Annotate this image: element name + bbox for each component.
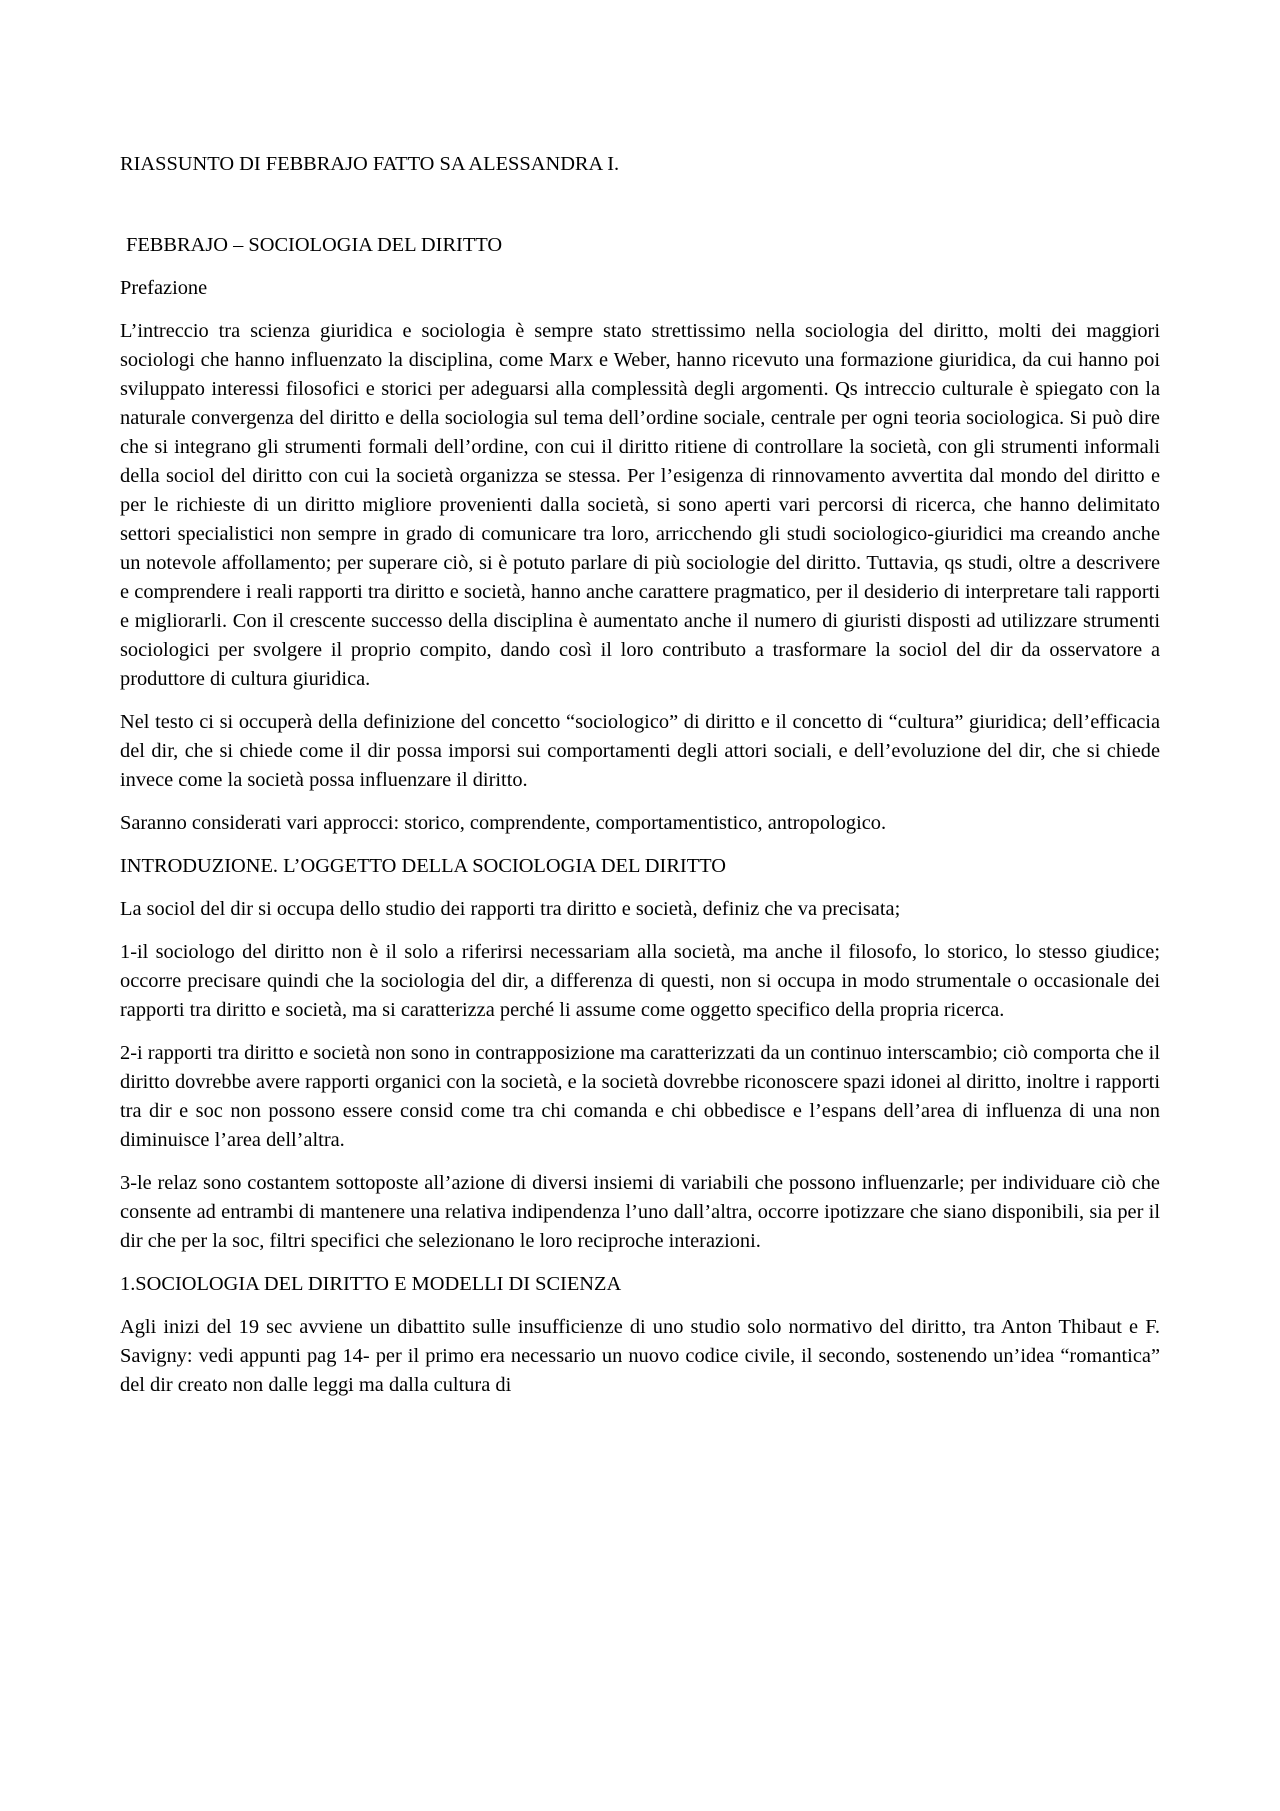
introduction-heading: INTRODUZIONE. L’OGGETTO DELLA SOCIOLOGIA DEL DIRITTO	[120, 855, 726, 877]
point-1: 1-il sociologo del diritto non è il solo a riferirsi necessariam alla società, ma anche il filosofo, lo storico, lo stesso giudice; occorre precisare quindi che la sociologia del dir, a differenza di questi, non si occupa in modo strumentale o occasionale dei rapporti tra diritto e società, ma si caratterizza perché li assume come oggetto specifico della propria ricerca.	[120, 941, 1160, 1021]
paragraph-2: Nel testo ci si occuperà della definizione del concetto “sociologico” di diritto e il concetto di “cultura” giuridica; dell’efficacia del dir, che si chiede come il dir possa imporsi sui comportamenti degli attori sociali, e dell’evoluzione del dir, che si chiede invece come la società possa influenzare il diritto.	[120, 711, 1160, 791]
point-3: 3-le relaz sono costantem sottoposte all’azione di diversi insiemi di variabili che possono influenzarle; per individuare ciò che consente ad entrambi di mantenere una relativa indipendenza l’uno dall’altra, occorre ipotizzare che siano disponibili, sia per il dir che per la soc, filtri specifici che selezionano le loro reciproche interazioni.	[120, 1172, 1160, 1252]
preface-heading: Prefazione	[120, 277, 208, 299]
paragraph-4: La sociol del dir si occupa dello studio dei rapporti tra diritto e società, definiz che va precisata;	[120, 898, 901, 920]
document-title: RIASSUNTO DI FEBBRAJO FATTO SA ALESSANDRA I.	[120, 153, 620, 175]
paragraph-1: L’intreccio tra scienza giuridica e sociologia è sempre stato strettissimo nella sociologia del diritto, molti dei maggiori sociologi che hanno influenzato la disciplina, come Marx e Weber, hanno ricevuto una formazione giuridica, da cui hanno poi sviluppato interessi filosofici e storici per adeguarsi alla complessità degli argomenti. Qs intreccio culturale è spiegato con la naturale convergenza del diritto e della sociologia sul tema dell’ordine sociale, centrale per ogni teoria sociologica. Si può dire che si integrano gli strumenti formali dell’ordine, con cui il diritto ritiene di controllare la società, con gli strumenti informali della sociol del diritto con cui la società organizza se stessa. Per l’esigenza di rinnovamento avvertita dal mondo del diritto e per le richieste di un diritto migliore provenienti dalla società, si sono aperti vari percorsi di ricerca, che hanno delimitato settori specialistici non sempre in grado di comunicare tra loro, arricchendo gli studi sociologico-giuridici ma creando anche un notevole affollamento; per superare ciò, si è potuto parlare di più sociologie del diritto. Tuttavia, qs studi, oltre a descrivere e comprendere i reali rapporti tra diritto e società, hanno anche carattere pragmatico, per il desiderio di interpretare tali rapporti e migliorarli. Con il crescente successo della disciplina è aumentato anche il numero di giuristi disposti ad utilizzare strumenti sociologici per svolgere il proprio compito, dando così il loro contributo a trasformare la sociol del dir da osservatore a produttore di cultura giuridica.	[120, 320, 1160, 690]
document-page	[120, 150, 1160, 1414]
document-subtitle: FEBBRAJO – SOCIOLOGIA DEL DIRITTO	[126, 234, 503, 256]
point-2: 2-i rapporti tra diritto e società non sono in contrapposizione ma caratterizzati da un continuo interscambio; ciò comporta che il diritto dovrebbe avere rapporti organici con la società, e la società dovrebbe riconoscere spazi idonei al diritto, inoltre i rapporti tra dir e soc non possono essere consid come tra chi comanda e chi obbedisce e l’espans dell’area di influenza di una non diminuisce l’area dell’altra.	[120, 1042, 1160, 1151]
paragraph-3: Saranno considerati vari approcci: storico, comprendente, comportamentistico, antropologico.	[120, 812, 887, 834]
paragraph-5: Agli inizi del 19 sec avviene un dibattito sulle insufficienze di uno studio solo normativo del diritto, tra Anton Thibaut e F. Savigny: vedi appunti pag 14- per il primo era necessario un nuovo codice civile, il secondo, sostenendo un’idea “romantica” del dir creato non dalle leggi ma dalla cultura di	[120, 1316, 1160, 1396]
section-1-heading: 1.SOCIOLOGIA DEL DIRITTO E MODELLI DI SCIENZA	[120, 1273, 622, 1295]
